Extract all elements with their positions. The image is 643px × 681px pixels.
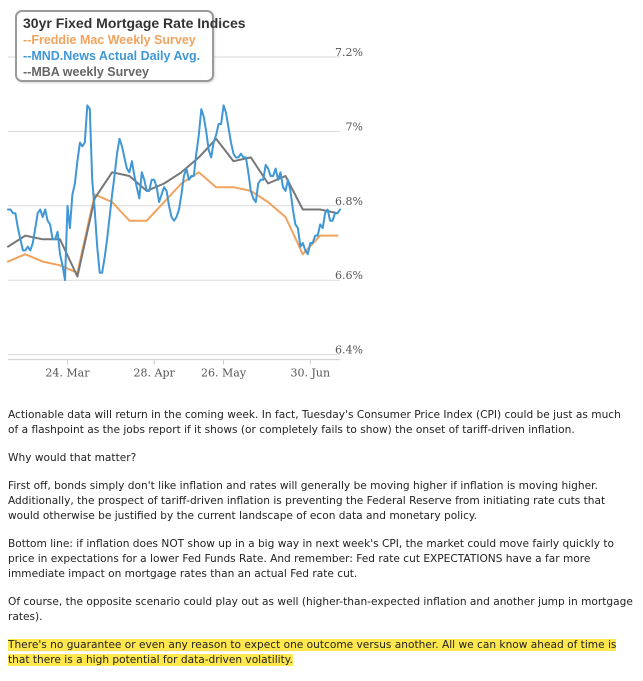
- y-tick-label: 7.2%: [335, 46, 363, 59]
- x-tick-label: 30. Jun: [290, 366, 331, 380]
- article-paragraph: Bottom line: if inflation does NOT show up in a big way in next week's CPI, the market could move fairly quickly to price in expectations for a lower Fed Funds Rate. And remember: Fed rate cut EXPECTATIONS have a far more immediate impact on mortgage rates than an actual Fed rate cut.: [8, 538, 615, 580]
- chart-title: 30yr Fixed Mortgage Rate Indices: [23, 15, 246, 31]
- article-paragraph: First off, bonds simply don't like inflation and rates will generally be moving higher if inflation is moving higher. Additionally, the prospect of tariff-driven inflation is preventing the Federal Reserve from initiating rate cuts that would otherwise be justified by the current landscape of econ data and monetary policy.: [8, 480, 606, 522]
- x-tick-label: 24. Mar: [45, 366, 90, 380]
- legend-item-freddie-mac[interactable]: --Freddie Mac Weekly Survey: [23, 33, 196, 47]
- article-paragraph: Why would that matter?: [8, 452, 137, 464]
- y-tick-label: 6.8%: [335, 194, 363, 208]
- x-tick-label: 28. Apr: [133, 366, 175, 380]
- y-tick-label: 6.6%: [335, 269, 363, 283]
- article-paragraph: Actionable data will return in the coming week. In fact, Tuesday's Consumer Price Index (CPI) could be just as much of a flashpoint as the jobs report if it shows (or completely fails to show) the onset of tariff-driven inflation.: [8, 409, 621, 436]
- legend-item-mba-weekly[interactable]: --MBA weekly Survey: [23, 65, 149, 79]
- article-body: [8, 408, 634, 681]
- x-tick-label: 26. May: [201, 366, 247, 380]
- y-tick-label: 6.4%: [335, 343, 363, 357]
- y-tick-label: 7%: [345, 120, 363, 134]
- article-paragraph: Of course, the opposite scenario could play out as well (higher-than-expected inflation and another jump in mortgage rates).: [8, 596, 633, 623]
- series-line-mba-weekly[interactable]: [8, 139, 338, 277]
- highlighted-text: There's no guarantee or even any reason to expect one outcome versus another. All we can know ahead of time is that there is a high potential for data-driven volatility.: [8, 639, 617, 666]
- legend-item-mnd-daily[interactable]: --MND.News Actual Daily Avg.: [23, 49, 201, 63]
- chart-legend: [15, 10, 246, 82]
- series-line-freddie-mac[interactable]: [8, 172, 338, 272]
- article-highlight-paragraph: [8, 638, 634, 668]
